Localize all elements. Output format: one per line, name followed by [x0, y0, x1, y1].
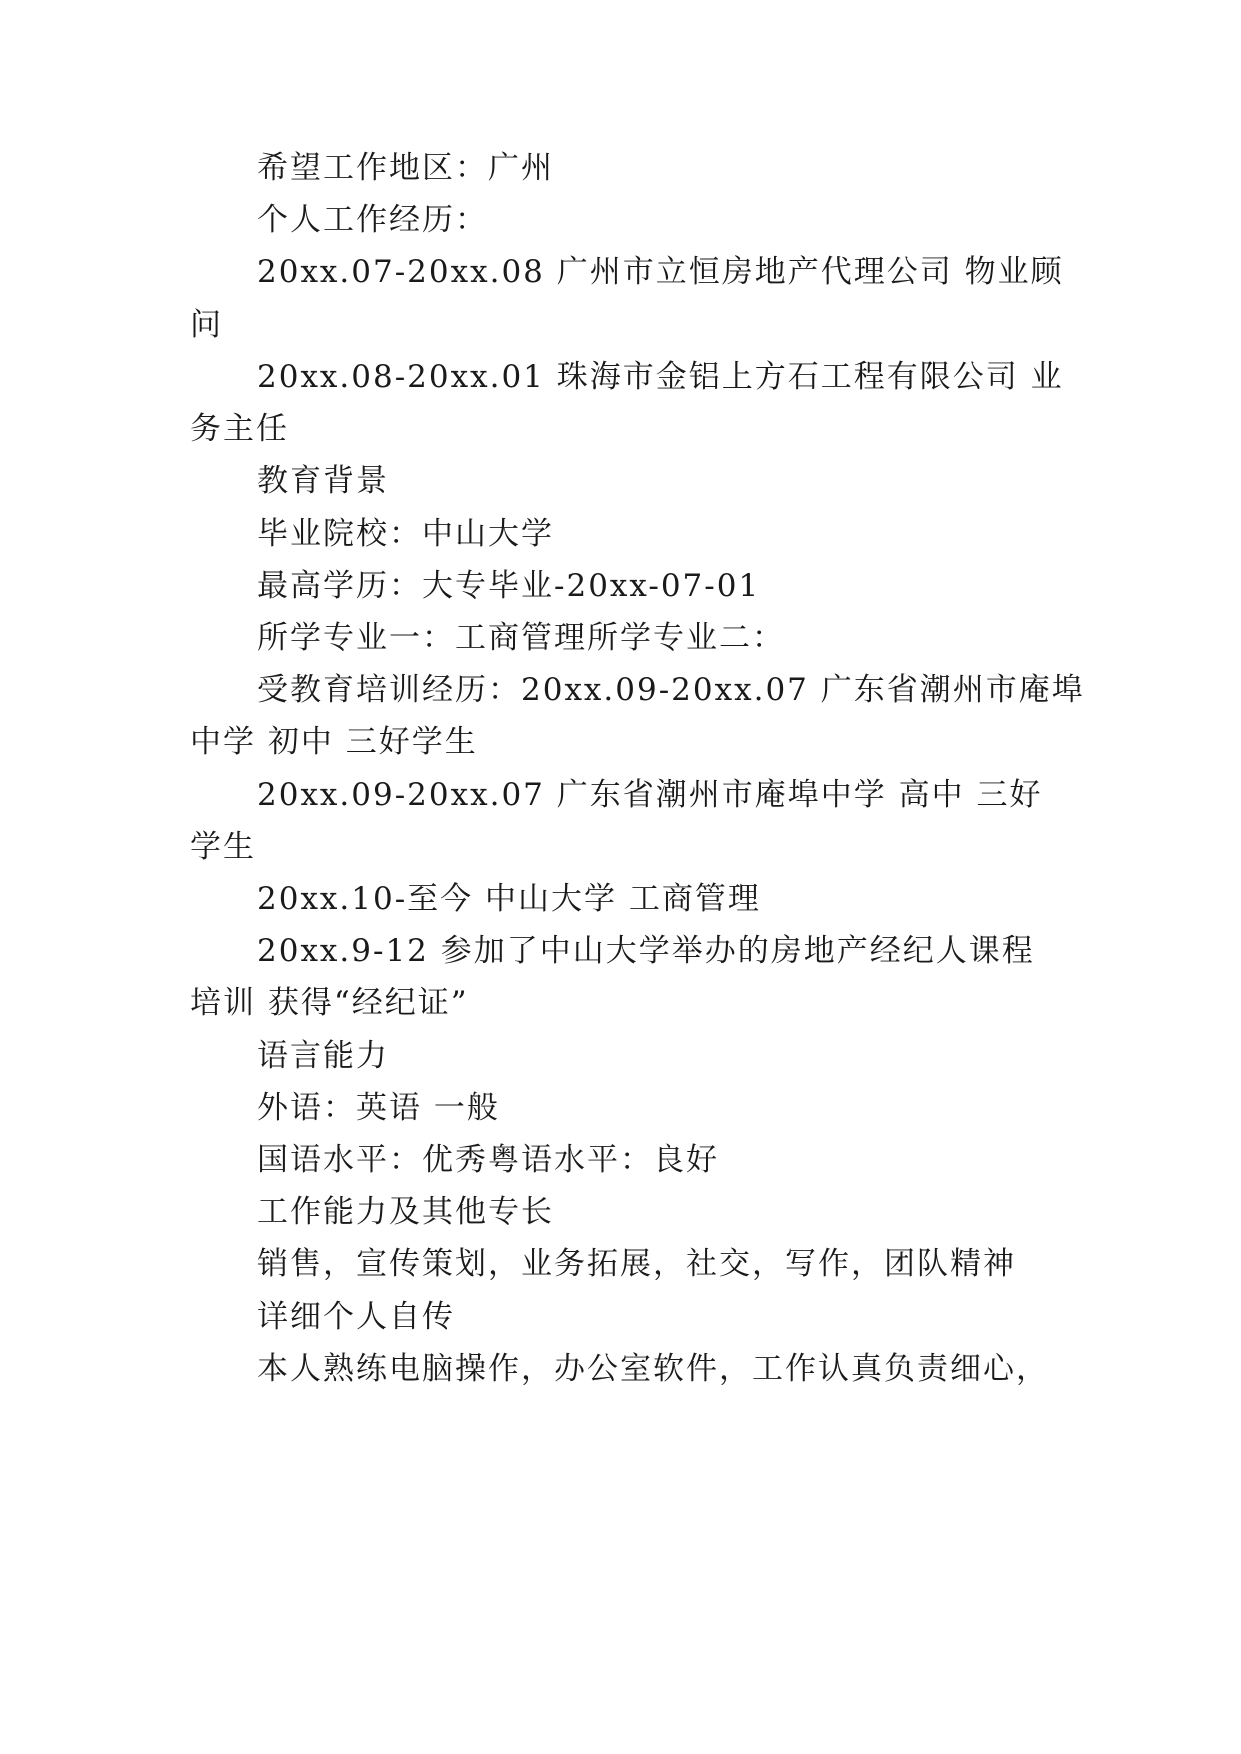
- text-line: 个人工作经历：: [257, 202, 488, 238]
- text-line: 销售，宣传策划，业务拓展，社交，写作，团队精神: [257, 1246, 1016, 1282]
- text-line: 培训 获得“经纪证”: [190, 985, 469, 1021]
- text-line: 中学 初中 三好学生: [190, 724, 478, 760]
- text-line: 20xx.9-12 参加了中山大学举办的房地产经纪人课程: [257, 933, 1035, 969]
- text-line: 问: [190, 307, 223, 343]
- text-line: 受教育培训经历：20xx.09-20xx.07 广东省潮州市庵埠: [257, 672, 1085, 708]
- text-line: 20xx.08-20xx.01 珠海市金铝上方石工程有限公司 业: [257, 359, 1064, 395]
- text-line: 本人熟练电脑操作，办公室软件，工作认真负责细心，: [257, 1351, 1049, 1387]
- text-line: 20xx.10-至今 中山大学 工商管理: [257, 881, 761, 917]
- text-line: 毕业院校：中山大学: [257, 516, 554, 552]
- text-line: 所学专业一：工商管理所学专业二：: [257, 620, 785, 656]
- text-line: 最高学历：大专毕业-20xx-07-01: [257, 568, 761, 604]
- text-line: 国语水平：优秀粤语水平：良好: [257, 1142, 719, 1178]
- section-heading: 工作能力及其他专长: [257, 1194, 554, 1230]
- section-heading: 教育背景: [257, 463, 389, 499]
- text-line: 学生: [190, 829, 256, 865]
- section-heading: 详细个人自传: [257, 1299, 455, 1335]
- section-heading: 语言能力: [257, 1038, 389, 1074]
- text-line: 20xx.09-20xx.07 广东省潮州市庵埠中学 高中 三好: [257, 777, 1043, 813]
- text-line: 务主任: [190, 411, 289, 447]
- text-line: 外语：英语 一般: [257, 1090, 500, 1126]
- text-line: 20xx.07-20xx.08 广州市立恒房地产代理公司 物业顾: [257, 254, 1064, 290]
- text-line: 希望工作地区：广州: [257, 150, 554, 186]
